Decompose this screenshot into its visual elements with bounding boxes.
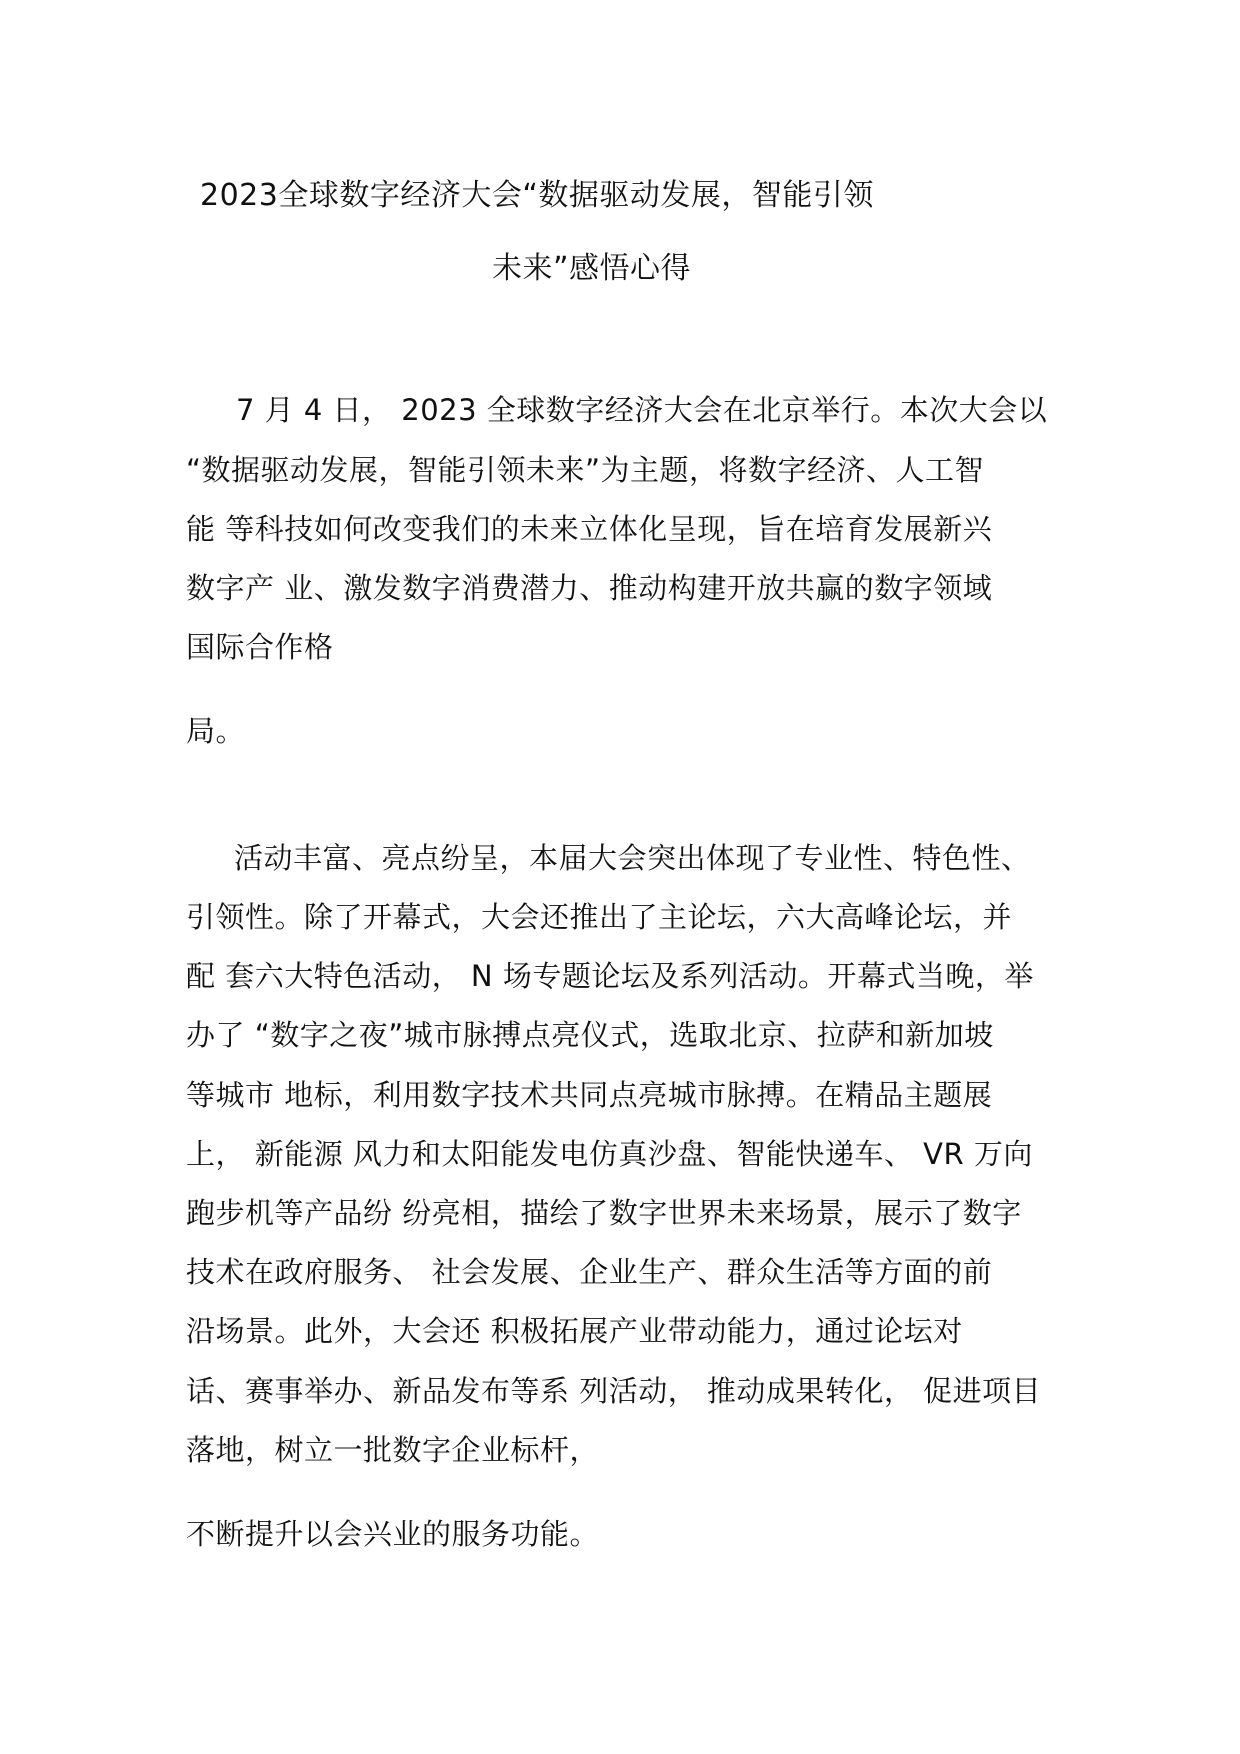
paragraph-2-line: 技术在政府服务、 社会发展、企业生产、群众生活等方面的前 [186,1255,993,1289]
paragraph-1-line: “数据驱动发展，智能引领未来”为主题，将数字经济、人工智 [186,453,985,487]
paragraph-1-line: 数字产 业、激发数字消费潜力、推动构建开放共赢的数字领域 [186,571,993,605]
paragraph-2-line: 引领性。除了开幕式，大会还推出了主论坛，六大高峰论坛，并 [186,900,1013,934]
paragraph-2-line: 办了 “数字之夜”城市脉搏点亮仪式，选取北京、拉萨和新加坡 [186,1018,994,1052]
paragraph-2-line: 活动丰富、亮点纷呈，本届大会突出体现了专业性、特色性、 [234,841,1031,875]
paragraph-2-line: 上， 新能源 风力和太阳能发电仿真沙盘、智能快递车、 VR 万向 [186,1137,1033,1171]
paragraph-1-line: 能 等科技如何改变我们的未来立体化呈现，旨在培育发展新兴 [186,512,993,546]
paragraph-2-line: 等城市 地标，利用数字技术共同点亮城市脉搏。在精品主题展 [186,1078,993,1112]
paragraph-1-line: 国际合作格 [186,630,334,664]
paragraph-2-line: 沿场景。此外，大会还 积极拓展产业带动能力，通过论坛对 [186,1314,963,1348]
paragraph-2-line: 不断提升以会兴业的服务功能。 [186,1517,600,1551]
paragraph-1-line: 局。 [186,714,246,748]
paragraph-2-line: 话、赛事举办、新品发布等系 列活动， 推动成果转化， 促进项目 [186,1374,1042,1408]
paragraph-2-line: 跑步机等产品纷 纷亮相，描绘了数字世界未来场景，展示了数字 [186,1196,1022,1230]
title-line-2: 未来”感悟心得 [492,251,692,286]
paragraph-2-line: 配 套六大特色活动， N 场专题论坛及系列活动。开幕式当晚，举 [186,959,1034,993]
title-line-1: 2023全球数字经济大会“数据驱动发展，智能引领 [200,178,874,213]
paragraph-2-line: 落地，树立一批数字企业标杆， [186,1433,600,1467]
paragraph-1-line: 7 月 4 日， 2023 全球数字经济大会在北京举行。本次大会以 [236,393,1048,427]
